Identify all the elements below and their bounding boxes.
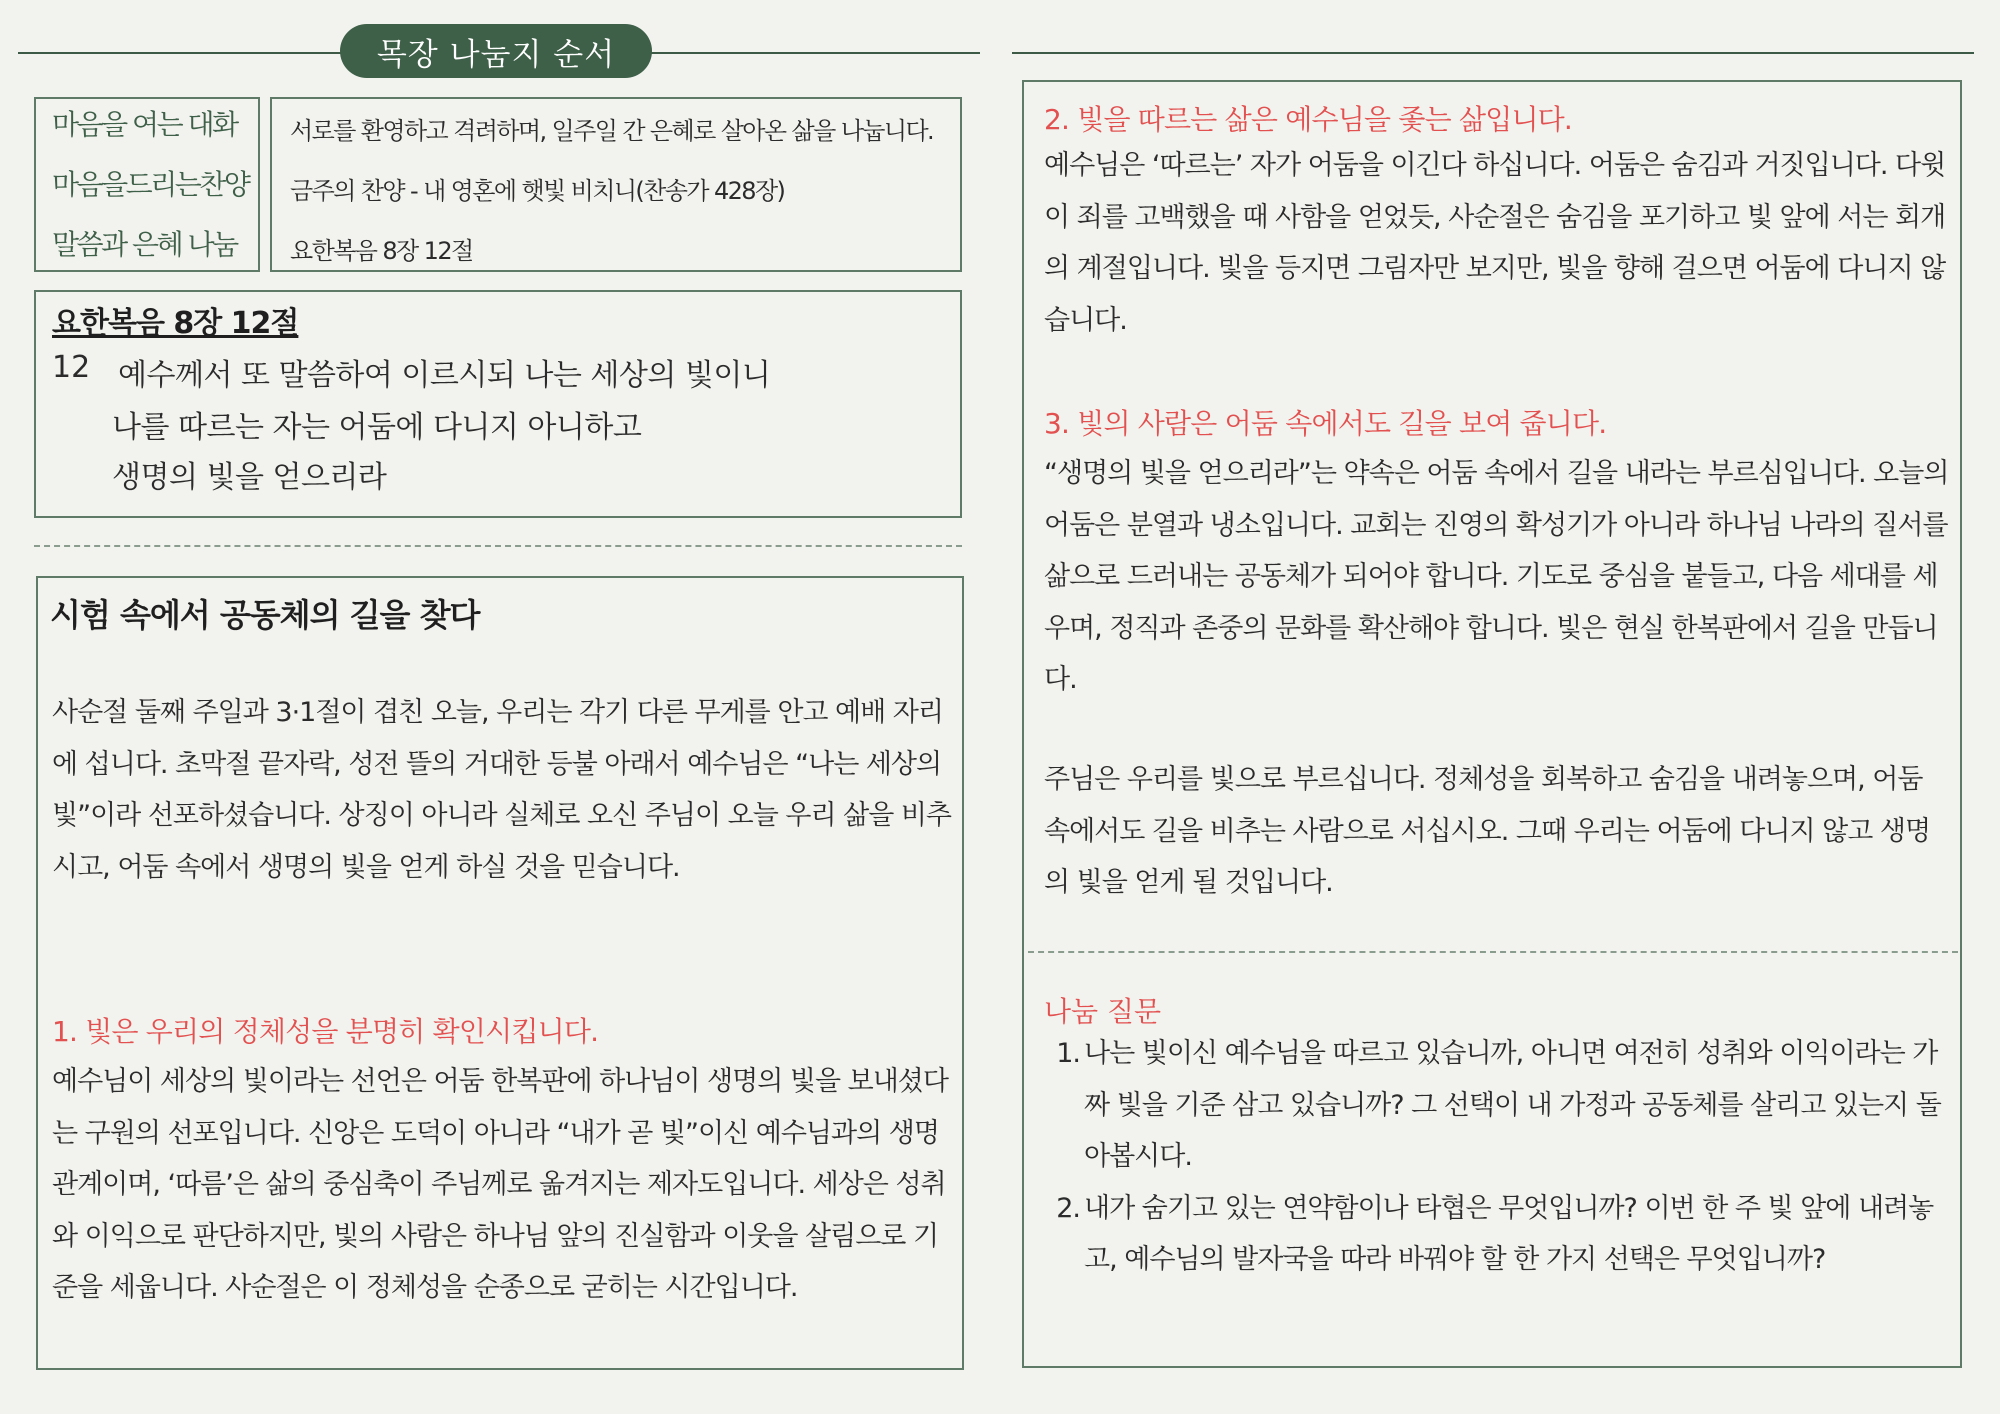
order-labels-box	[34, 97, 260, 272]
verse-line: 예수께서 또 말씀하여 이르시되 나는 세상의 빛이니	[118, 358, 771, 393]
point-1-body: 예수님이 세상의 빛이라는 선언은 어둠 한복판에 하나님이 생명의 빛을 보내셨다는 구원의 선포입니다. 신앙은 도덕이 아니라 “내가 곧 빛”이신 예수님과의 생명 관계이며, ‘따름’은 삶의 중심축이 주님께로 옮겨지는 제자도입니다. 세상은 성취와 이익으로 판단하지만, 빛의 사람은 하나님 앞의 진실함과 이웃을 살림으로 기준을 세웁니다. 사순절은 이 정체성을 순종으로 굳히는 시간입니다.	[52, 1066, 948, 1303]
order-label: 마음을드리는찬양	[52, 168, 249, 201]
point-3-body: “생명의 빛을 얻으리라”는 약속은 어둠 속에서 길을 내라는 부르심입니다. 오늘의 어둠은 분열과 냉소입니다. 교회는 진영의 확성기가 아니라 하나님 나라의 질서를 삶으로 드러내는 공동체가 되어야 합니다. 기도로 중심을 붙들고, 다음 세대를 세우며, 정직과 존중의 문화를 확산해야 합니다. 빛은 현실 한복판에서 길을 만듭니다.	[1044, 458, 1949, 695]
page-title: 목장 나눔지 순서	[340, 24, 652, 78]
question-item	[1054, 1028, 1960, 1183]
point-2-body: 예수님은 ‘따르는’ 자가 어둠을 이긴다 하십니다. 어둠은 숨김과 거짓입니다. 다윗이 죄를 고백했을 때 사함을 얻었듯, 사순절은 숨김을 포기하고 빛 앞에 서는 회개의 계절입니다. 빛을 등지면 그림자만 보지만, 빛을 향해 걸으면 어둠에 다니지 않습니다.	[1044, 150, 1946, 336]
sermon-title: 시험 속에서 공동체의 길을 찾다	[50, 596, 480, 634]
order-item: 요한복음 8장 12절	[290, 237, 473, 265]
verse-line: 생명의 빛을 얻으리라	[112, 460, 387, 495]
header-rule-middle	[645, 52, 980, 54]
sermon-intro: 사순절 둘째 주일과 3·1절이 겹친 오늘, 우리는 각기 다른 무게를 안고 예배 자리에 섭니다. 초막절 끝자락, 성전 뜰의 거대한 등불 아래서 예수님은 “나는 세상의 빛”이라 선포하셨습니다. 상징이 아니라 실체로 오신 주님이 오늘 우리 삶을 비추시고, 어둠 속에서 생명의 빛을 얻게 하실 것을 믿습니다.	[52, 697, 952, 883]
questions-heading: 나눔 질문	[1044, 995, 1162, 1028]
order-item: 서로를 환영하고 격려하며, 일주일 간 은혜로 살아온 삶을 나눕니다.	[290, 117, 934, 145]
question-number: 2.	[1056, 1192, 1080, 1224]
order-items-box	[270, 97, 962, 272]
header-rule-right	[1012, 52, 1974, 54]
order-item: 금주의 찬양 - 내 영혼에 햇빛 비치니(찬송가 428장)	[290, 177, 785, 205]
order-label: 마음을 여는 대화	[52, 108, 237, 141]
sermon-conclusion: 주님은 우리를 빛으로 부르십니다. 정체성을 회복하고 숨김을 내려놓으며, 어둠 속에서도 길을 비추는 사람으로 서십시오. 그때 우리는 어둠에 다니지 않고 생명의 빛을 얻게 될 것입니다.	[1044, 764, 1931, 898]
point-3-title: 3. 빛의 사람은 어둠 속에서도 길을 보여 줍니다.	[1044, 407, 1607, 440]
question-text: 내가 숨기고 있는 연약함이나 타협은 무엇입니까? 이번 한 주 빛 앞에 내려놓고, 예수님의 발자국을 따라 바꿔야 할 한 가지 선택은 무엇입니까?	[1084, 1192, 1934, 1275]
order-label: 말씀과 은혜 나눔	[52, 228, 237, 261]
questions-divider	[1028, 951, 1958, 953]
scripture-box	[34, 290, 962, 518]
scripture-reference: 요한복음 8장 12절	[52, 306, 299, 341]
verse-line: 나를 따르는 자는 어둠에 다니지 아니하고	[112, 410, 642, 445]
questions-list	[1054, 1028, 1960, 1286]
question-number: 1.	[1056, 1038, 1080, 1069]
sermon-box-left	[36, 576, 964, 1370]
point-1-title: 1. 빛은 우리의 정체성을 분명히 확인시킵니다.	[52, 1015, 599, 1048]
point-2-title: 2. 빛을 따르는 삶은 예수님을 좇는 삶입니다.	[1044, 103, 1573, 136]
section-divider	[34, 545, 962, 547]
question-item	[1054, 1183, 1960, 1286]
verse-number: 12	[52, 350, 91, 385]
sermon-box-right	[1022, 80, 1962, 1368]
question-text: 나는 빛이신 예수님을 따르고 있습니까, 아니면 여전히 성취와 이익이라는 가짜 빛을 기준 삼고 있습니까? 그 선택이 내 가정과 공동체를 살리고 있는지 돌아봅시다.	[1084, 1038, 1941, 1172]
header-rule-left	[18, 52, 348, 54]
